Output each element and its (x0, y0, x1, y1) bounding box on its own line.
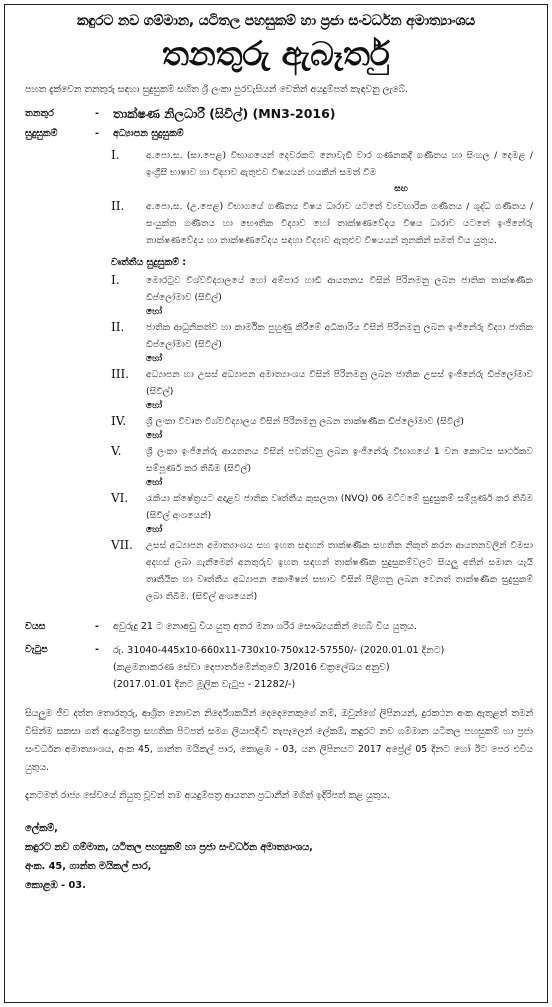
post-label: තනතුර (25, 107, 54, 119)
or-conjunction: හෝ (146, 400, 163, 411)
item-text: ශ්‍රී ලංකා විවෘත විශ්වවිද්‍යාලය විසින් පිරිනමනු ලබන තාක්ෂණික ඩිප්ලෝමාව (සිවිල්) (146, 415, 464, 427)
item-number: III. (111, 366, 130, 381)
education-list (5, 147, 547, 249)
vocational-heading: වෘත්තීය සුදුසුකම් : (111, 256, 187, 268)
item-text: අ.පො.ස. (සා.පෙළ) විභාගයෙන් දෙවරකට නොවැඩි වාර ගණනකදී ගණිතය හා සිංහල / දෙමළ / ඉංග්‍රීසි භාෂාව හා විද්‍යාව ඇතුළුව විෂයයන් හයකින් සමත් වීම (146, 149, 533, 178)
qualifications-label: සුදුසුකම් (25, 127, 58, 139)
post-row (25, 106, 547, 121)
signature-ministry: කඳුරට නව ගම්මාන, යටිතල පහසුකම් හා ප්‍රජා සංවර්ධන අමාත්‍යාංශය, (25, 841, 313, 853)
intro-text: පහත දැක්වෙන තනතුරු සඳහා සුදුසුකම් සහිත ශ්‍රී ලංකා පුරවැසියන් වෙතින් අයදුම්පත් කැඳවනු ලැබේ. (25, 83, 409, 95)
salary-row (25, 642, 547, 693)
list-item (111, 366, 533, 400)
item-text: උසස් අධ්‍යාපන අමාත්‍යාංශය සහ ඉහත සඳහන් තාක්ෂණික සහතික නිකුත් කරන ආයතනවලින් විමසා අදහස් ලබා ගැනීමෙන් අනතුරුව ඉහත සඳහන් තාක්ෂණික සුදුසුකම්වලට සියලු අතින් සමාන යැයි තෘතීයික හා වෘත්තීය අධ්‍යාපන කොමිෂන් සභාව විසින් පිළිගනු ලබන වෙනත් තාක්ෂණික සුදුසුකම් ලබා තිබීම. (සිවිල් අංශයෙන්) (146, 539, 533, 602)
list-item (111, 537, 533, 605)
item-number: VII. (111, 537, 133, 552)
application-instructions: සියලුම ජීව දත්ත තොරතුරු, ආශ්‍රිත නොවන නිර්දේශකයින් දෙදෙනෙකුගේ නම්, ඔවුන්ගේ ලිපිනයන්, දුරකථන අංක ඇතුළත් තමන් විසින්ම සකසා ගත් අයදුම්පත්‍ර සහතික පිටපත් සමග ලියාපදිංචි තැපෑලෙන් ලේකම්, කඳුරට නව ගම්මාන යටිතල පහසුකම් හා ප්‍රජා සංවර්ධන අමාත්‍යාංශය, අංක 45, ගාන්ත මයිකල් පාර, කොළඹ - 03, යන ලිපිනයට 2017 අප්‍රේල් 05 දිනට හෝ ඊට පෙර එවිය යුතුය. (25, 707, 533, 773)
list-item (111, 319, 533, 353)
salary-dash: - (95, 643, 99, 655)
item-number: VI. (111, 490, 129, 505)
qualifications-dash: - (95, 127, 99, 139)
list-item (111, 490, 533, 524)
salary-scale: රු. 31040-445x10-660x11-730x10-750x12-57550/- (2020.01.01 දිනට) (113, 644, 445, 656)
ministry-heading: කඳුරට නව ගම්මාන, යටිතල පහසුකම් හා ප්‍රජා සංවර්ධන අමාත්‍යාංශය (77, 13, 475, 29)
age-value: අවුරුදු 21 ට නොඅඩු විය යුතු අතර මනා ශරීර සෞඛ්‍යයකින් හෙබි විය යුතුය. (113, 620, 417, 632)
salary-basic: (2017.01.01 දිනට මූලික වැටුප - 21282/-) (113, 678, 296, 690)
and-conjunction: සහ (394, 183, 408, 194)
item-number: I. (111, 147, 120, 162)
list-item (111, 272, 533, 306)
age-dash: - (95, 620, 99, 632)
item-number: V. (111, 443, 122, 458)
item-text: ජාතික ආධුනිකත්ව හා කාර්මික පුහුණු කිරීමේ අධිකාරිය විසින් පිරිනමනු ලබන ඉංජිනේරු විද්‍යා ජාතික ඩිප්ලෝමාව (සිවිල්) (146, 321, 533, 350)
page-title: තනතුරු ඇබෑර්තු (162, 34, 390, 73)
vocational-list (5, 272, 547, 605)
item-number: IV. (111, 413, 127, 428)
salary-label: වැටුප (25, 643, 48, 655)
public-service-note: දැනටමත් රාජ්‍ය සේවයේ නියුතු වූවන් තම අයදුම්පත්‍ර ආයතන ප්‍රධානීන් මගින් ඉදිරිපත් කළ යුතුය. (25, 789, 390, 801)
or-conjunction: හෝ (146, 430, 163, 441)
vacancy-notice (4, 4, 548, 1003)
education-heading: අධ්‍යාපන සුදුසුකම් (113, 127, 184, 139)
signature-title: ලේකම්, (25, 822, 58, 834)
item-number: I. (111, 272, 120, 287)
item-text: රැකියා ක්ෂේත්‍රයට අදාළව ජාතික වෘත්තීය කුසලතා (NVQ) 06 මට්ටමේ සුදුසුකම් සම්පූර්ණ කර තිබීම (සිවිල් අංශයෙන්) (146, 492, 533, 521)
item-text: අධ්‍යාපන හා උසස් අධ්‍යාපන අමාත්‍යාංශය විසින් පිරිනමනු ලබන ජාතික උසස් ඉංජිනේරු ඩිප්ලෝමාව (සිවිල්) (146, 368, 533, 397)
or-conjunction: හෝ (146, 306, 163, 317)
list-item (111, 443, 533, 477)
or-conjunction: හෝ (146, 477, 163, 488)
age-label: වයස (25, 620, 46, 632)
list-item (111, 198, 533, 249)
age-row (25, 619, 547, 634)
item-text: මොරටුව විශ්වවිද්‍යාලයේ හෝ අම්පාර හාඩි ආයතනය විසින් පිරිනමනු ලබන ජාතික තාක්ෂණික ඩිප්ලෝමාව (සිවිල්) (146, 274, 533, 303)
post-dash: - (95, 107, 99, 119)
post-title: තාක්ෂණ නිලධාරී (සිවිල්) (MN3-2016) (113, 105, 336, 121)
signature-address: අංක. 45, ගාන්ත මයිකල් පාර, (25, 860, 152, 872)
list-item (111, 413, 533, 430)
or-conjunction: හෝ (146, 524, 163, 535)
signature-city: කොළඹ - 03. (25, 879, 86, 891)
or-conjunction: හෝ (146, 353, 163, 364)
salary-circular: (කළමනාකරණ සේවා දෙපාර්තමේන්තුවේ 3/2016 චක්‍රලේඛය අනුව) (113, 661, 390, 673)
item-text: අ.පො.ස. (උ.පෙළ) විභාගයේ ගණිතය විෂය ධාරාව යටතේ ව්‍යවහාරික ගණිතය / ශුද්ධ ගණිතය / සංයුක්ත ගණිතය හා භෞතික විද්‍යාව හෝ තාක්ෂණවේදය විෂය ධාරාව යටතේ ඉංජිනේරු තාක්ෂණවේදය හා තාක්ෂණවේදය සඳහා විද්‍යාව ඇතුළුව විෂයයන් තුනකින් සමත් විය යුතුය. (146, 200, 533, 246)
item-text: ශ්‍රී ලංකා ඉංජිනේරු ආයතනය විසින් පවත්වනු ලබන ඉංජිනේරු විභාගයේ 1 වන කොටස සාර්ථකව සම්පූර්ණ කර තිබීම (සිවිල්) (146, 445, 533, 474)
salary-details (113, 642, 547, 693)
signature-block (25, 819, 547, 895)
list-item (111, 147, 533, 181)
qualifications-row (25, 126, 547, 141)
item-number: II. (111, 319, 125, 334)
item-number: II. (111, 198, 125, 213)
